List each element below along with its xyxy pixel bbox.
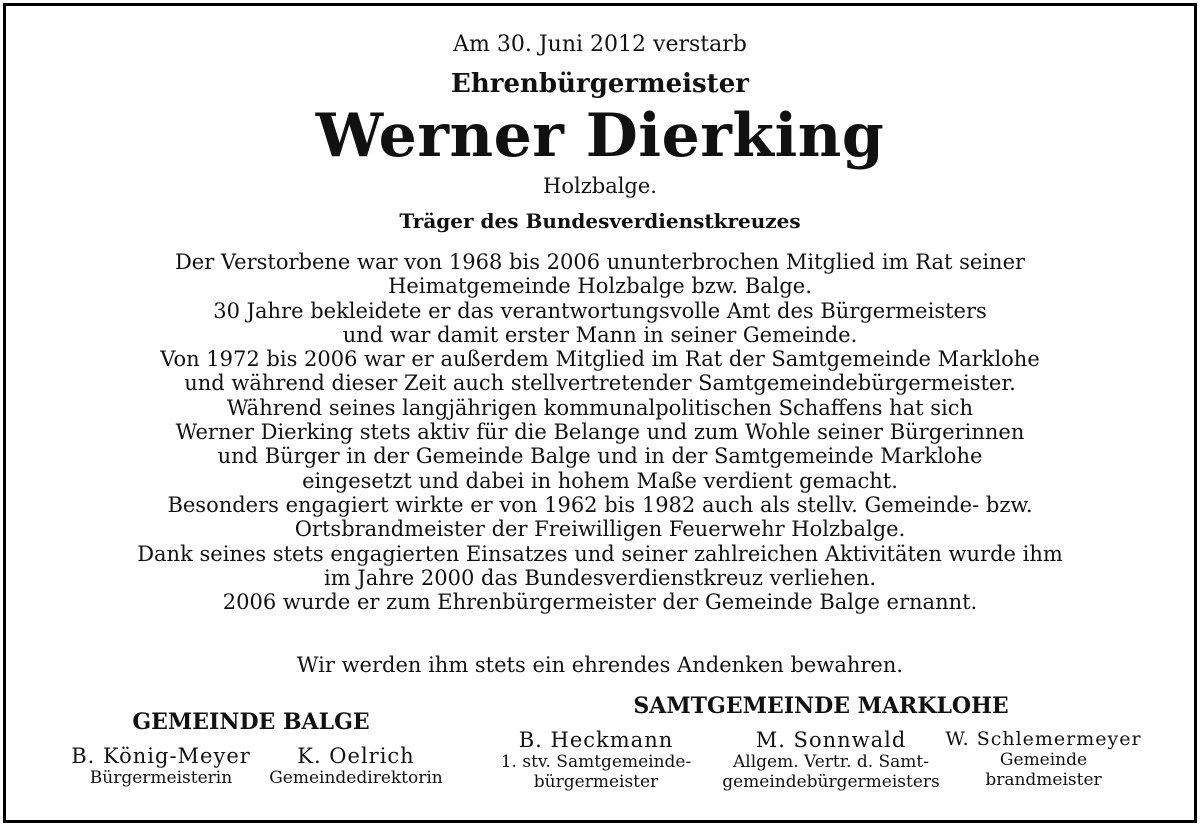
body-line: Dank seines stets engagierten Einsatzes und seiner zahlreichen Aktivitäten wurde ihm [137, 541, 1063, 566]
signatory-role: gemeindebürgermeisters [722, 772, 940, 792]
body-line: Der Verstorbene war von 1968 bis 2006 ununterbrochen Mitglied im Rat seiner [174, 250, 1026, 274]
body-line: und war damit erster Mann in seiner Gemeinde. [342, 322, 858, 347]
body-line: Während seines langjährigen kommunalpolitischen Schaffens hat sich [226, 395, 974, 420]
signatory-role: bürgermeister [533, 772, 659, 792]
signatory-role: Bürgermeisterin [89, 768, 233, 788]
org-samtgemeinde-marklohe: SAMTGEMEINDE MARKLOHE [633, 693, 1009, 719]
org-gemeinde-balge: GEMEINDE BALGE [132, 709, 370, 735]
signatory [481, 728, 711, 792]
hometown: Holzbalge. [543, 174, 657, 198]
signatory-role: 1. stv. Samtgemeinde- [500, 752, 692, 772]
body-line: und Bürger in der Gemeinde Balge und in der Samtgemeinde Marklohe [217, 444, 983, 469]
obituary-notice [3, 3, 1197, 823]
honorary-title: Ehrenbürgermeister [451, 69, 749, 99]
obituary-body [6, 250, 1194, 614]
signatory [246, 744, 466, 788]
body-line: Besonders engagiert wirkte er von 1962 bis 1982 auch als stellv. Gemeinde- bzw. [167, 492, 1033, 517]
body-line: eingesetzt und dabei in hohem Maße verdient gemacht. [302, 468, 898, 493]
signatory [941, 728, 1146, 790]
signatory-role: Gemeindedirektorin [269, 768, 443, 788]
signatory-role: Gemeinde [999, 750, 1088, 770]
deceased-name: Werner Dierking [315, 101, 885, 171]
signatory-name: B. Heckmann [518, 728, 674, 752]
signatory-role: brandmeister [985, 770, 1102, 790]
signatory-name: K. Oelrich [297, 744, 415, 768]
body-line: im Jahre 2000 das Bundesverdienstkreuz verliehen. [323, 565, 877, 590]
signatory [706, 728, 956, 792]
signatory-name: M. Sonnwald [755, 728, 907, 752]
signatory-name: W. Schlemermeyer [945, 728, 1142, 750]
closing-line: Wir werden ihm stets ein ehrendes Andenken bewahren. [296, 653, 904, 677]
body-line: und während dieser Zeit auch stellvertretender Samtgemeindebürgermeister. [184, 371, 1016, 396]
signatory-name: B. König-Meyer [71, 744, 251, 768]
intro-line: Am 30. Juni 2012 verstarb [453, 32, 747, 57]
body-line: Werner Dierking stets aktiv für die Belange und zum Wohle seiner Bürgerinnen [175, 420, 1025, 445]
signatory [56, 744, 266, 788]
body-line: Von 1972 bis 2006 war er außerdem Mitglied im Rat der Samtgemeinde Marklohe [160, 347, 1040, 372]
body-line: Heimatgemeinde Holzbalge bzw. Balge. [388, 274, 812, 299]
body-line: 2006 wurde er zum Ehrenbürgermeister der Gemeinde Balge ernannt. [222, 590, 978, 615]
signatory-role: Allgem. Vertr. d. Samt- [733, 752, 929, 772]
award-line: Träger des Bundesverdienstkreuzes [399, 209, 801, 233]
body-line: 30 Jahre bekleidete er das verantwortungsvolle Amt des Bürgermeisters [213, 298, 987, 323]
body-line: Ortsbrandmeister der Freiwilligen Feuerwehr Holzbalge. [294, 517, 906, 542]
